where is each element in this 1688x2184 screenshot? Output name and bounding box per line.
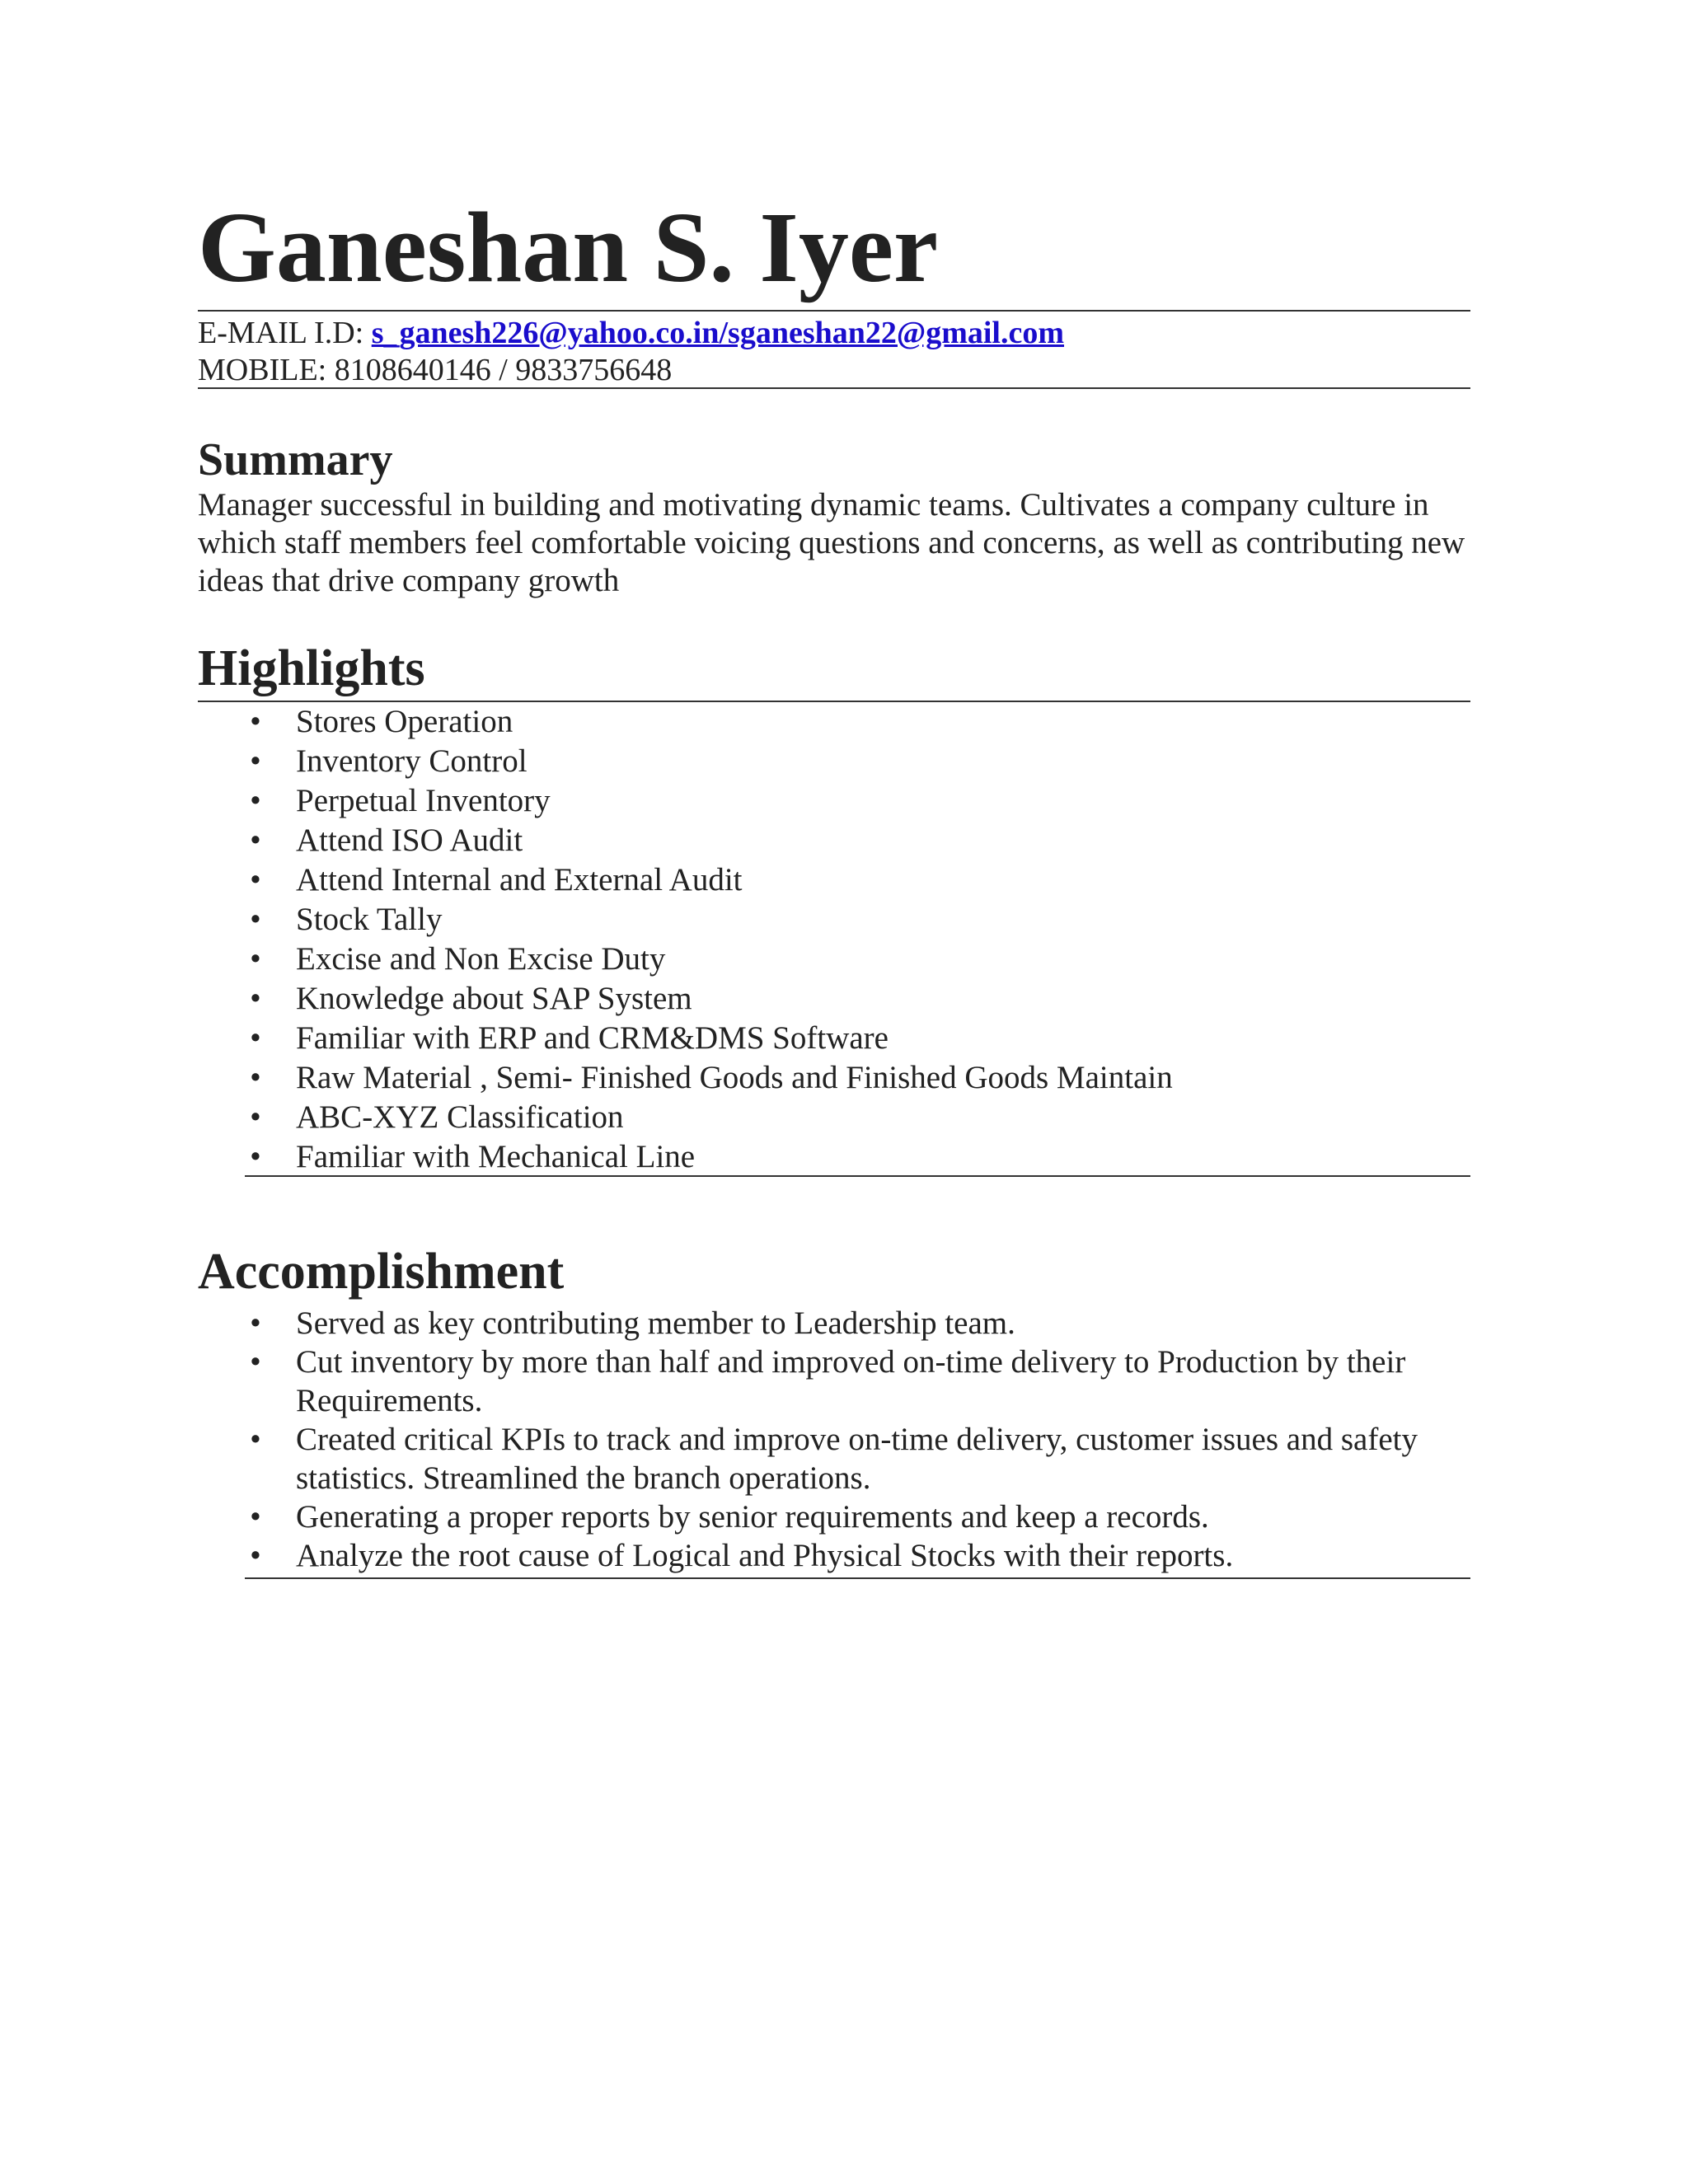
bullet-icon: • [250, 1139, 261, 1174]
bullet-icon: • [250, 1538, 261, 1573]
mobile-line [198, 351, 672, 389]
summary-text: Manager successful in building and motivating dynamic teams. Cultivates a company culture in which staff members feel comfortable voicing questions and concerns, as well as contributing new ideas that drive company growth [198, 487, 1465, 598]
bullet-icon: • [250, 902, 261, 937]
header-rule-bottom [198, 387, 1470, 389]
accomplishment-item-text: Generating a proper reports by senior requirements and keep a records. [296, 1499, 1209, 1535]
accomplishment-item [0, 1536, 1442, 1575]
highlight-item [0, 860, 1442, 900]
bullet-icon: • [250, 743, 261, 779]
bullet-icon: • [250, 783, 261, 818]
highlight-item-text: ABC-XYZ Classification [296, 1099, 624, 1135]
bullet-icon: • [250, 1422, 261, 1457]
bullet-icon: • [250, 1499, 261, 1535]
highlight-item-text: Attend ISO Audit [296, 823, 523, 858]
highlight-item [0, 1019, 1442, 1058]
highlight-item [0, 979, 1442, 1019]
highlights-list [0, 702, 1442, 1177]
summary-heading: Summary [198, 434, 393, 485]
accomplishment-item-text: Created critical KPIs to track and improve on-time delivery, customer issues and safety statistics. Streamlined the branch operations. [296, 1422, 1418, 1496]
highlight-item-text: Raw Material , Semi- Finished Goods and Finished Goods Maintain [296, 1060, 1173, 1095]
mobile-value: 8108640146 / 9833756648 [334, 353, 673, 387]
highlight-item [0, 702, 1442, 742]
accomplishment-item [0, 1343, 1442, 1420]
highlight-item [0, 1098, 1442, 1137]
email-label: E-MAIL I.D: [198, 316, 372, 350]
mobile-label: MOBILE: [198, 353, 335, 387]
highlights-heading: Highlights [198, 640, 425, 696]
highlights-rule-bottom [245, 1175, 1470, 1177]
accomplishment-item [0, 1420, 1442, 1497]
accomplishment-item [0, 1304, 1442, 1343]
highlight-item-text: Stores Operation [296, 704, 513, 739]
highlight-item [0, 1137, 1442, 1177]
candidate-name: Ganeshan S. Iyer [198, 192, 939, 303]
accomplishment-item-text: Served as key contributing member to Leadership team. [296, 1305, 1015, 1341]
highlight-item [0, 900, 1442, 940]
highlight-item [0, 1058, 1442, 1098]
bullet-icon: • [250, 1305, 261, 1341]
accomplishment-item-text: Cut inventory by more than half and improved on-time delivery to Production by their Requirements. [296, 1344, 1406, 1418]
bullet-icon: • [250, 1099, 261, 1135]
highlight-item-text: Knowledge about SAP System [296, 981, 692, 1016]
email-line [198, 314, 1064, 352]
bullet-icon: • [250, 1344, 261, 1380]
highlight-item-text: Inventory Control [296, 743, 528, 779]
highlight-item [0, 742, 1442, 781]
highlight-item-text: Familiar with Mechanical Line [296, 1139, 696, 1174]
bullet-icon: • [250, 704, 261, 739]
highlight-item [0, 940, 1442, 979]
highlight-item [0, 781, 1442, 821]
bullet-icon: • [250, 981, 261, 1016]
accomplishment-rule-bottom [245, 1577, 1470, 1579]
bullet-icon: • [250, 823, 261, 858]
accomplishment-list [0, 1304, 1442, 1575]
accomplishment-item-text: Analyze the root cause of Logical and Physical Stocks with their reports. [296, 1538, 1234, 1573]
bullet-icon: • [250, 1060, 261, 1095]
bullet-icon: • [250, 1020, 261, 1056]
bullet-icon: • [250, 941, 261, 977]
highlight-item-text: Perpetual Inventory [296, 783, 551, 818]
header-rule-top [198, 310, 1470, 312]
email-link[interactable]: s_ganesh226@yahoo.co.in/sganeshan22@gmail.com [371, 316, 1065, 350]
accomplishment-item [0, 1497, 1442, 1536]
bullet-icon: • [250, 862, 261, 898]
highlight-item-text: Stock Tally [296, 902, 443, 937]
highlight-item-text: Attend Internal and External Audit [296, 862, 743, 898]
highlight-item-text: Familiar with ERP and CRM&DMS Software [296, 1020, 889, 1056]
accomplishment-heading: Accomplishment [198, 1244, 565, 1300]
highlight-item [0, 821, 1442, 860]
highlight-item-text: Excise and Non Excise Duty [296, 941, 666, 977]
